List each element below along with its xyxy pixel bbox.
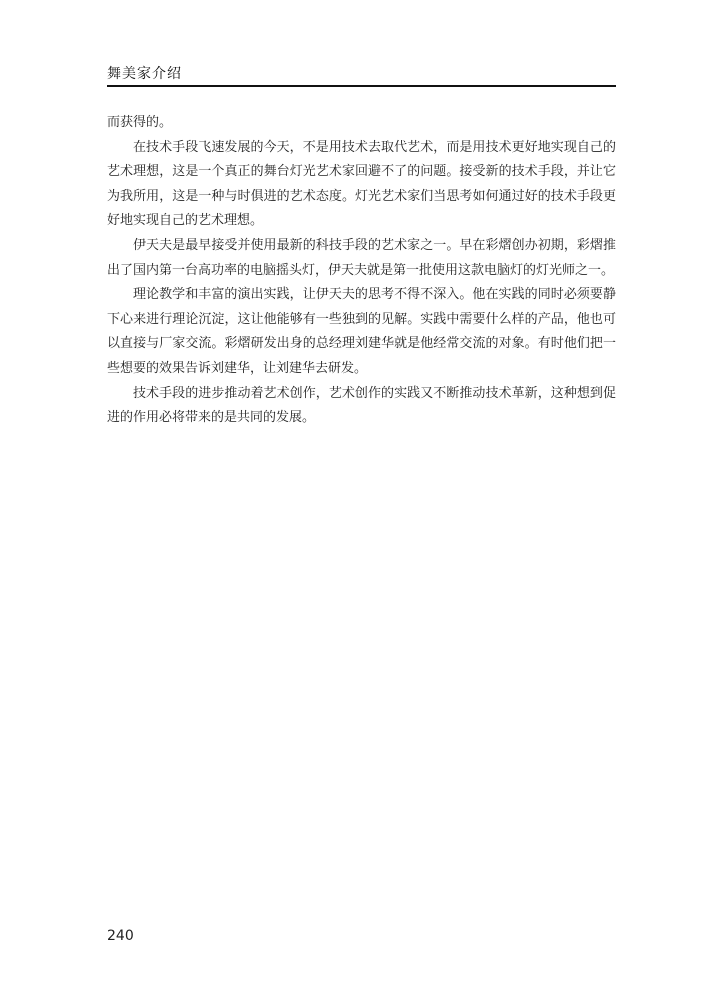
header-rule [107,85,616,87]
body-text [107,111,616,431]
page-number: 240 [107,928,134,944]
paragraph: 理论教学和丰富的演出实践，让伊天夫的思考不得不深入。他在实践的同时必须要静下心来进行理论沉淀，这让他能够有一些独到的见解。实践中需要什么样的产品，他也可以直接与厂家交流。彩熠研发出身的总经理刘建华就是他经常交流的对象。有时他们把一些想要的效果告诉刘建华，让刘建华去研发。 [107,287,616,376]
paragraph: 技术手段的进步推动着艺术创作，艺术创作的实践又不断推动技术革新，这种想到促进的作用必将带来的是共同的发展。 [107,385,616,426]
paragraph-continuation: 而获得的。 [107,115,173,130]
header-title: 舞美家介绍 [107,66,182,82]
running-header [107,64,616,87]
paragraph: 伊天夫是最早接受并使用最新的科技手段的艺术家之一。早在彩熠创办初期，彩熠推出了国内第一台高功率的电脑摇头灯，伊天夫就是第一批使用这款电脑灯的灯光师之一。 [107,237,616,278]
paragraph: 在技术手段飞速发展的今天，不是用技术去取代艺术，而是用技术更好地实现自己的艺术理想，这是一个真正的舞台灯光艺术家回避不了的问题。接受新的技术手段，并让它为我所用，这是一种与时俱进的艺术态度。灯光艺术家们当思考如何通过好的技术手段更好地实现自己的艺术理想。 [107,139,616,229]
